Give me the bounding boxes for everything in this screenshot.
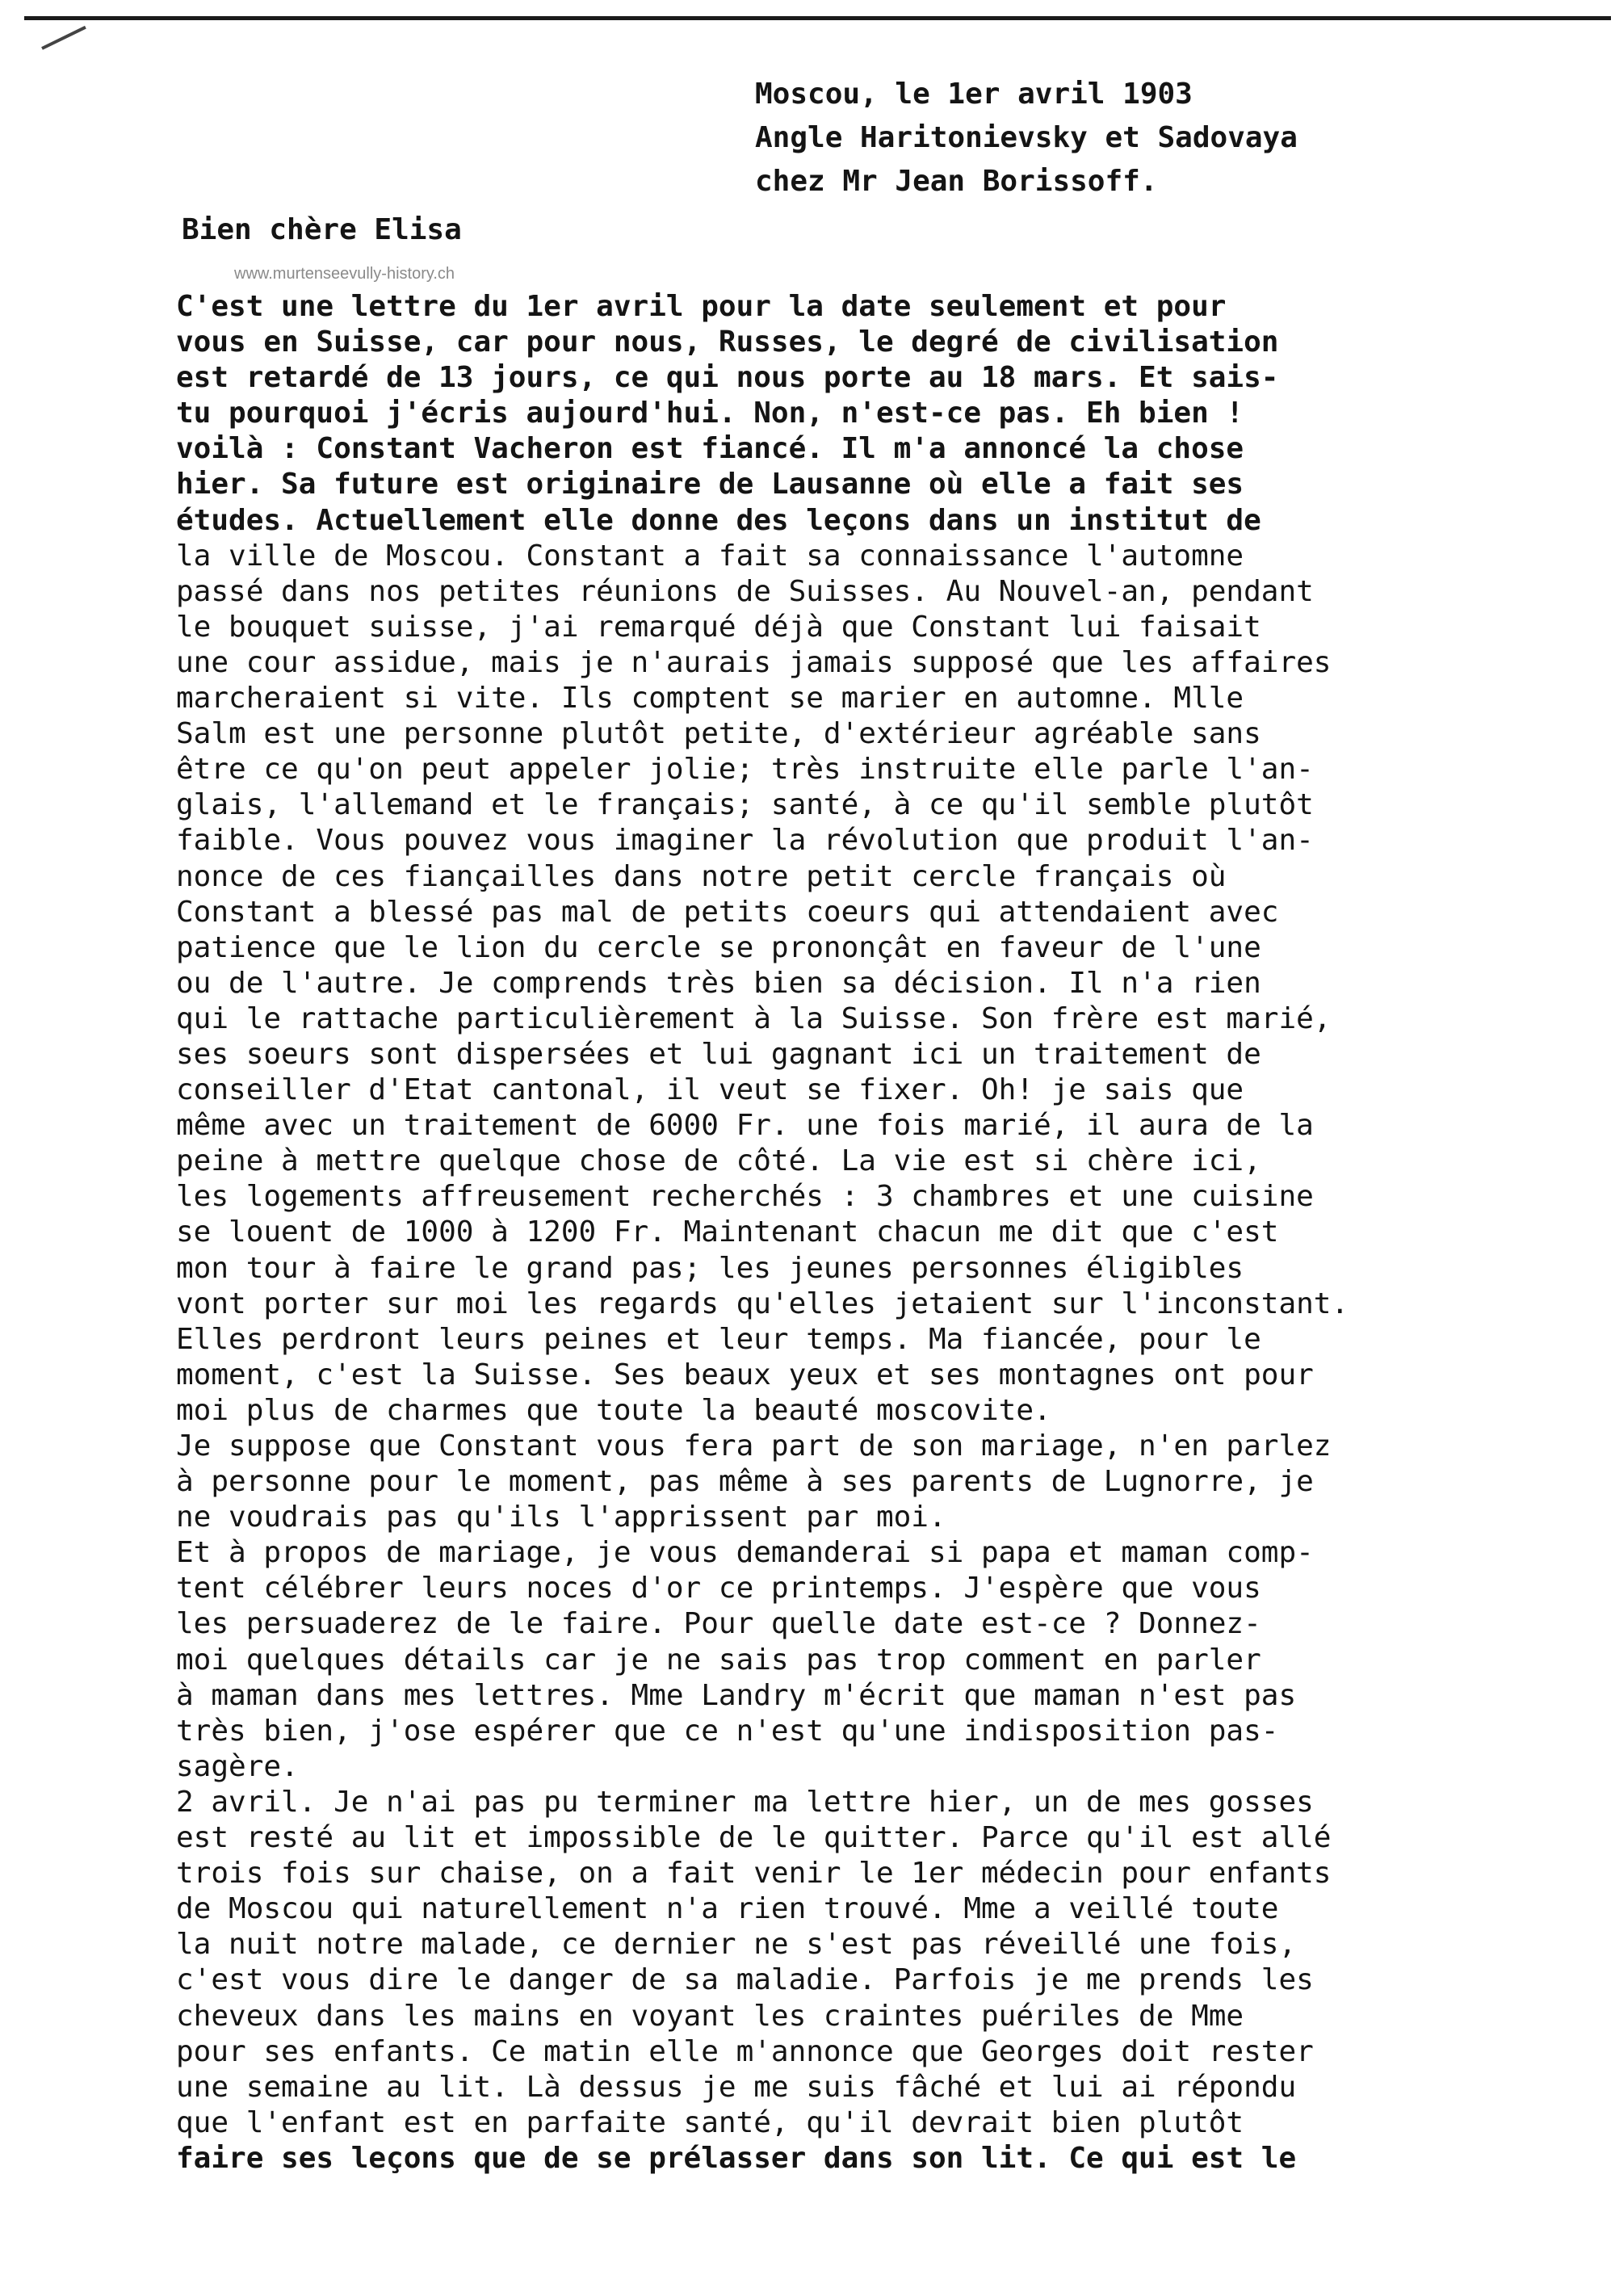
body-line: ne voudrais pas qu'ils l'apprissent par moi. xyxy=(176,1501,946,1534)
body-line: tu pourquoi j'écris aujourd'hui. Non, n'est-ce pas. Eh bien ! xyxy=(176,397,1244,430)
body-line: se louent de 1000 à 1200 Fr. Maintenant chacun me dit que c'est xyxy=(176,1215,1279,1249)
body-line: glais, l'allemand et le français; santé, à ce qu'il semble plutôt xyxy=(176,788,1314,822)
letter-body xyxy=(176,289,1605,2176)
body-line: une cour assidue, mais je n'aurais jamais supposé que les affaires xyxy=(176,645,1332,679)
body-line: vont porter sur moi les regards qu'elles jetaient sur l'inconstant. xyxy=(176,1287,1349,1320)
heading-date-line: Moscou, le 1er avril 1903 xyxy=(755,78,1193,111)
body-line: moment, c'est la Suisse. Ses beaux yeux et ses montagnes ont pour xyxy=(176,1358,1314,1391)
body-line: passé dans nos petites réunions de Suisses. Au Nouvel-an, pendant xyxy=(176,574,1314,608)
body-line: être ce qu'on peut appeler jolie; très instruite elle parle l'an- xyxy=(176,753,1314,787)
body-line: Je suppose que Constant vous fera part de son mariage, n'en parlez xyxy=(176,1429,1332,1463)
body-line: hier. Sa future est originaire de Lausanne où elle a fait ses xyxy=(176,468,1244,502)
watermark-url: www.murtenseevully-history.ch xyxy=(234,265,455,283)
body-line: tent célébrer leurs noces d'or ce printemps. J'espère que vous xyxy=(176,1572,1261,1606)
heading-care-of-line: chez Mr Jean Borissoff. xyxy=(755,165,1158,198)
scan-mark xyxy=(41,26,86,50)
body-line: moi plus de charmes que toute la beauté moscovite. xyxy=(176,1393,1051,1427)
body-line: pour ses enfants. Ce matin elle m'annonce que Georges doit rester xyxy=(176,2034,1314,2068)
body-line: les persuaderez de le faire. Pour quelle date est-ce ? Donnez- xyxy=(176,1607,1261,1641)
body-line: Et à propos de mariage, je vous demanderai si papa et maman comp- xyxy=(176,1536,1314,1570)
body-line: patience que le lion du cercle se prononçât en faveur de l'une xyxy=(176,930,1261,964)
body-line: une semaine au lit. Là dessus je me suis fâché et lui ai répondu xyxy=(176,2070,1297,2104)
body-line: sagère. xyxy=(176,1749,299,1783)
body-line: qui le rattache particulièrement à la Suisse. Son frère est marié, xyxy=(176,1001,1332,1035)
body-line: la ville de Moscou. Constant a fait sa connaissance l'automne xyxy=(176,539,1244,573)
body-line: conseiller d'Etat cantonal, il veut se fixer. Oh! je sais que xyxy=(176,1073,1244,1107)
body-line: très bien, j'ose espérer que ce n'est qu'une indisposition pas- xyxy=(176,1714,1279,1748)
body-line: mon tour à faire le grand pas; les jeunes personnes éligibles xyxy=(176,1251,1244,1285)
letter-heading xyxy=(755,73,1595,204)
body-line: est resté au lit et impossible de le quitter. Parce qu'il est allé xyxy=(176,1821,1332,1855)
body-line: peine à mettre quelque chose de côté. La vie est si chère ici, xyxy=(176,1144,1261,1178)
body-line: les logements affreusement recherchés : 3 chambres et une cuisine xyxy=(176,1180,1314,1214)
body-line: études. Actuellement elle donne des leçons dans un institut de xyxy=(176,503,1261,537)
body-line: faible. Vous pouvez vous imaginer la révolution que produit l'an- xyxy=(176,824,1314,858)
body-line: Salm est une personne plutôt petite, d'extérieur agréable sans xyxy=(176,717,1261,751)
body-line: Constant a blessé pas mal de petits coeurs qui attendaient avec xyxy=(176,895,1279,929)
body-line: à maman dans mes lettres. Mme Landry m'écrit que maman n'est pas xyxy=(176,1678,1297,1712)
body-line: trois fois sur chaise, on a fait venir le 1er médecin pour enfants xyxy=(176,1857,1332,1891)
body-line: c'est vous dire le danger de sa maladie. Parfois je me prends les xyxy=(176,1963,1314,1997)
body-line: cheveux dans les mains en voyant les craintes puériles de Mme xyxy=(176,1999,1244,2033)
body-line: de Moscou qui naturellement n'a rien trouvé. Mme a veillé toute xyxy=(176,1892,1279,1926)
body-line: moi quelques détails car je ne sais pas trop comment en parler xyxy=(176,1643,1261,1677)
salutation: Bien chère Elisa xyxy=(182,213,462,246)
body-line: que l'enfant est en parfaite santé, qu'il devrait bien plutôt xyxy=(176,2105,1244,2139)
body-line: marcheraient si vite. Ils comptent se marier en automne. Mlle xyxy=(176,682,1244,716)
body-line: C'est une lettre du 1er avril pour la date seulement et pour xyxy=(176,290,1227,323)
body-line: à personne pour le moment, pas même à ses parents de Lugnorre, je xyxy=(176,1465,1314,1499)
body-line: voilà : Constant Vacheron est fiancé. Il m'a annoncé la chose xyxy=(176,432,1244,466)
body-line: 2 avril. Je n'ai pas pu terminer ma lettre hier, un de mes gosses xyxy=(176,1785,1314,1819)
body-line: faire ses leçons que de se prélasser dans son lit. Ce qui est le xyxy=(176,2141,1297,2175)
heading-address-line: Angle Haritonievsky et Sadovaya xyxy=(755,121,1298,154)
body-line: même avec un traitement de 6000 Fr. une fois marié, il aura de la xyxy=(176,1109,1314,1143)
body-line: le bouquet suisse, j'ai remarqué déjà que Constant lui faisait xyxy=(176,610,1261,644)
body-line: est retardé de 13 jours, ce qui nous porte au 18 mars. Et sais- xyxy=(176,361,1279,395)
body-line: Elles perdront leurs peines et leur temps. Ma fiancée, pour le xyxy=(176,1322,1261,1356)
body-line: ses soeurs sont dispersées et lui gagnant ici un traitement de xyxy=(176,1037,1261,1071)
body-line: la nuit notre malade, ce dernier ne s'est pas réveillé une fois, xyxy=(176,1928,1297,1962)
body-line: vous en Suisse, car pour nous, Russes, le degré de civilisation xyxy=(176,325,1279,359)
scan-top-edge xyxy=(24,16,1611,20)
body-line: ou de l'autre. Je comprends très bien sa décision. Il n'a rien xyxy=(176,966,1261,1000)
body-line: nonce de ces fiançailles dans notre petit cercle français où xyxy=(176,859,1227,893)
